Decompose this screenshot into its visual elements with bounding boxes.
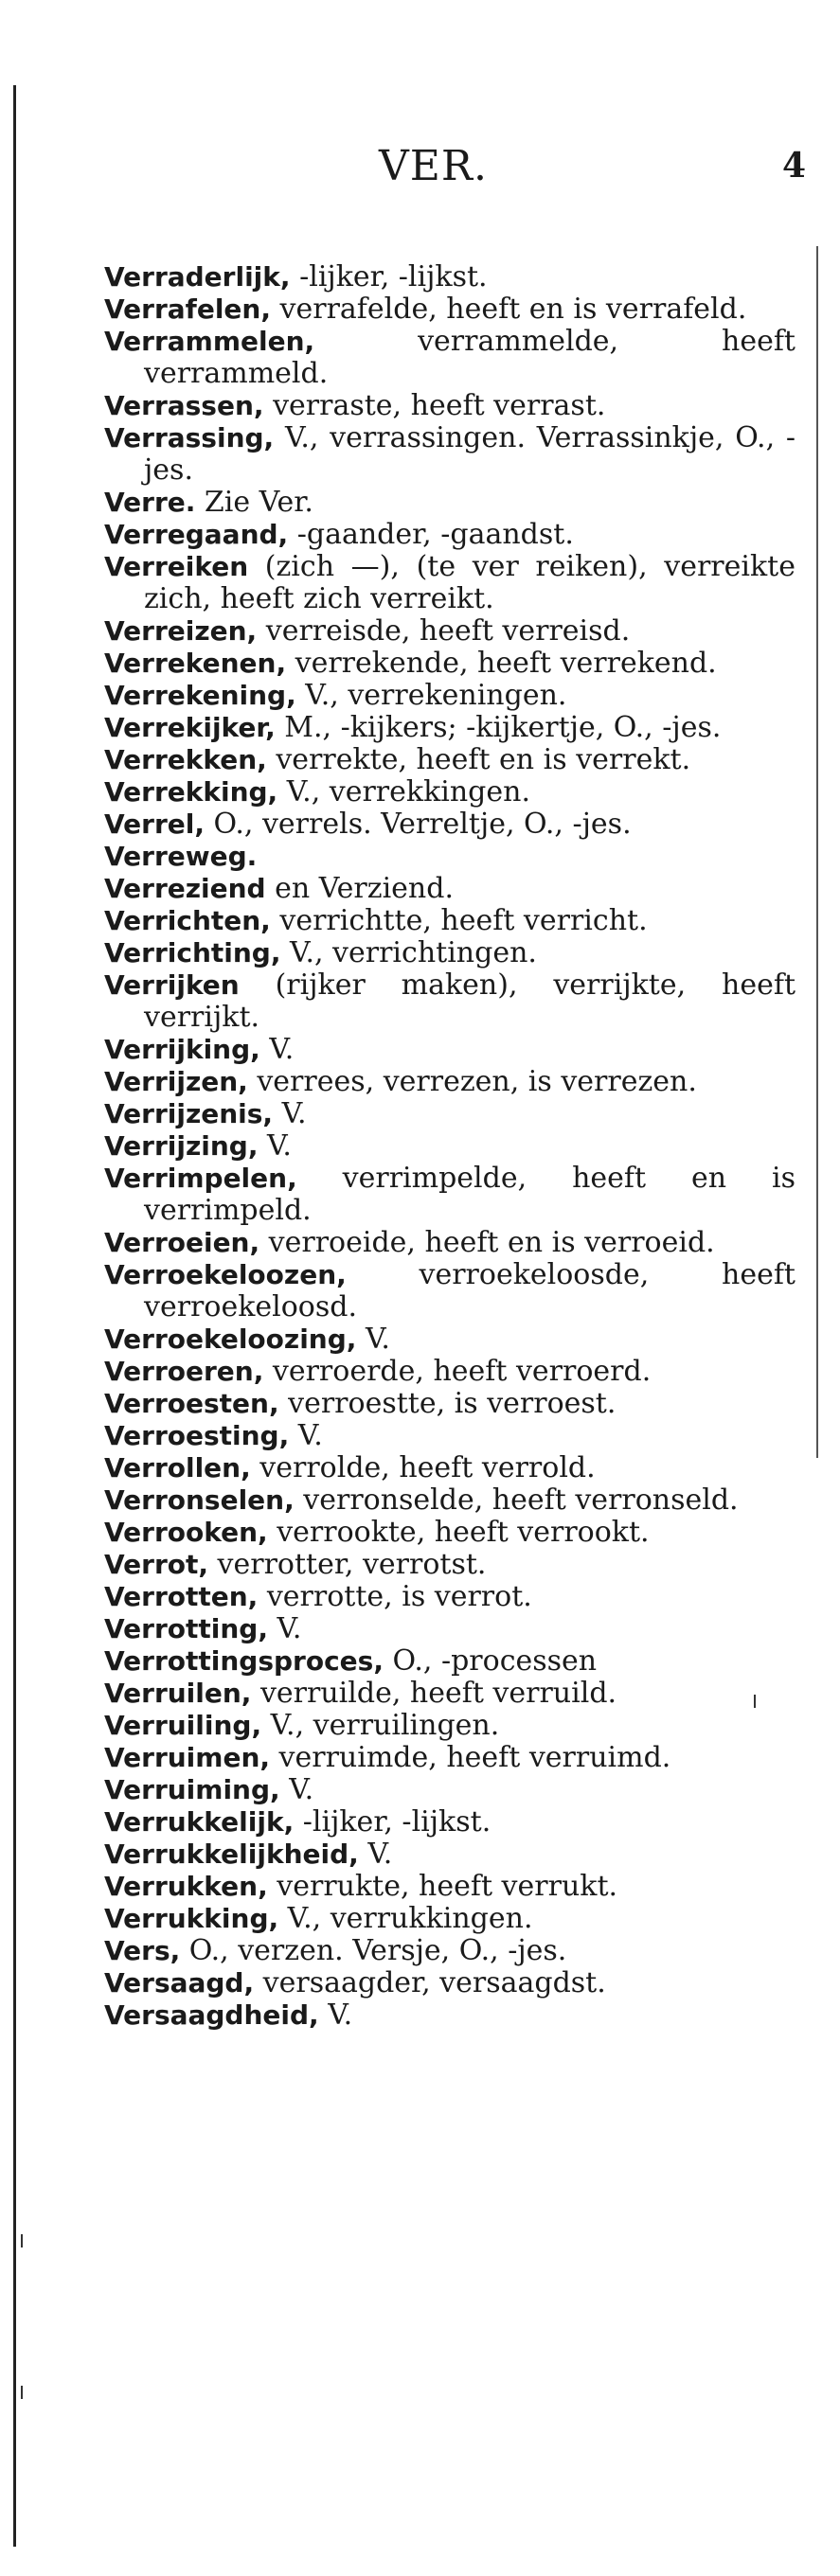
page-number: 4 — [782, 146, 807, 186]
entry-body: verrekte, heeft en is verrekt. — [266, 743, 691, 776]
dictionary-entry — [104, 1645, 795, 1678]
entry-body: verruimde, heeft verruimd. — [270, 1741, 671, 1774]
entry-body: -lijker, -lijkst. — [290, 260, 488, 293]
entry-headword: Verrukkelijkheid, — [104, 1839, 359, 1870]
entry-body: (zich —), (te ver reiken), verreikte zich, heeft zich verreikt. — [144, 550, 795, 615]
entry-headword: Verrammelen, — [104, 326, 315, 357]
entry-headword: Verroeien, — [104, 1227, 260, 1258]
dictionary-entry — [104, 744, 795, 776]
entry-body: verrookte, heeft verrookt. — [267, 1516, 650, 1549]
entry-headword: Vers, — [104, 1935, 181, 1966]
entry-body: Zie Ver. — [195, 486, 313, 519]
entry-headword: Verrijzing, — [104, 1130, 259, 1162]
entry-headword: Verroekeloozen, — [104, 1259, 347, 1290]
left-margin-rule — [13, 85, 16, 2547]
entry-headword: Versaagdheid, — [104, 1999, 319, 2031]
dictionary-entry — [104, 422, 795, 487]
entry-body: V. — [318, 1999, 353, 2032]
entry-headword: Verrukken, — [104, 1871, 268, 1902]
entry-body: V. — [258, 1129, 292, 1163]
entry-body: verrees, verrezen, is verrezen. — [247, 1065, 697, 1098]
entry-headword: Verrassing, — [104, 422, 275, 453]
entry-headword: Verruimen, — [104, 1742, 271, 1773]
dictionary-entry — [104, 808, 795, 841]
entry-body: V., verrassingen. Verrassinkje, O., -jes. — [144, 421, 795, 487]
dictionary-entry — [104, 1517, 795, 1549]
entry-headword: Verrukking, — [104, 1903, 279, 1934]
entry-headword: Verrijzenis, — [104, 1098, 274, 1129]
entry-body: M., -kijkers; -kijkertje, O., -jes. — [275, 711, 722, 744]
dictionary-entry — [104, 1774, 795, 1806]
entry-body: V. — [358, 1838, 393, 1871]
dictionary-entry — [104, 1324, 795, 1356]
entry-headword: Verrijking, — [104, 1034, 260, 1065]
entry-headword: Verrotting, — [104, 1613, 268, 1644]
entry-headword: Verrassen, — [104, 390, 264, 421]
dictionary-entry — [104, 1999, 795, 2032]
dictionary-entry — [104, 1098, 795, 1130]
entry-body: V. — [259, 1033, 295, 1066]
entry-body: -lijker, -lijkst. — [294, 1805, 491, 1839]
entry-headword: Verrukkelijk, — [104, 1806, 295, 1838]
entry-body: verroerde, heeft verroerd. — [263, 1355, 652, 1388]
running-head: VER. — [379, 142, 489, 190]
dictionary-entry — [104, 1806, 795, 1839]
entry-headword: Verrekijker, — [104, 712, 276, 743]
entry-body: verraste, heeft verrast. — [263, 389, 606, 422]
dictionary-entry — [104, 1871, 795, 1903]
dictionary-entry — [104, 1678, 795, 1710]
dictionary-entry — [104, 712, 795, 744]
dictionary-entry — [104, 1259, 795, 1324]
dictionary-entry — [104, 841, 795, 873]
entry-body: verronselde, heeft verronseld. — [294, 1483, 739, 1517]
entry-body: verrekende, heeft verrekend. — [286, 647, 717, 680]
entry-body: V., verrukkingen. — [278, 1902, 533, 1935]
dictionary-entry — [104, 261, 795, 293]
dictionary-entry — [104, 487, 795, 519]
entry-headword: Verrijzen, — [104, 1066, 248, 1097]
entry-body: O., -processen — [383, 1644, 598, 1678]
entry-body: verroekeloosde, heeft verroekeloosd. — [144, 1258, 795, 1324]
entry-headword: Verroesten, — [104, 1388, 279, 1419]
dictionary-entry — [104, 293, 795, 326]
entry-headword: Verrotten, — [104, 1581, 259, 1612]
entry-headword: Verrimpelen, — [104, 1163, 297, 1194]
entry-body: en Verziend. — [265, 872, 454, 905]
entry-body: -gaander, -gaandst. — [288, 518, 574, 551]
dictionary-entry — [104, 326, 795, 390]
entry-headword: Verrekening, — [104, 680, 296, 711]
entry-body: V., verruilingen. — [261, 1709, 500, 1742]
dictionary-entry — [104, 1452, 795, 1484]
entry-headword: Verrooken, — [104, 1517, 268, 1548]
entry-headword: Verrottingsproces, — [104, 1645, 384, 1677]
page-header — [0, 142, 840, 199]
entry-headword: Verraderlijk, — [104, 261, 291, 293]
entry-headword: Verrijken — [104, 969, 240, 1001]
entry-headword: Verroesting, — [104, 1420, 290, 1451]
dictionary-entry — [104, 615, 795, 648]
entry-headword: Verreweg. — [104, 841, 258, 872]
entry-body: V. — [289, 1419, 323, 1452]
entry-headword: Verre. — [104, 487, 196, 518]
entry-body: verroeide, heeft en is verroeid. — [259, 1226, 715, 1259]
dictionary-entry — [104, 873, 795, 905]
entry-body: verrolde, heeft verrold. — [250, 1451, 596, 1484]
entry-body: V. — [267, 1612, 302, 1645]
entry-body: verreisde, heeft verreisd. — [257, 614, 631, 648]
dictionary-entry — [104, 519, 795, 551]
entry-body: V., verrekeningen. — [295, 679, 567, 712]
dictionary-entry — [104, 1967, 795, 1999]
entry-headword: Verrollen, — [104, 1452, 251, 1483]
entry-body: verrotte, is verrot. — [258, 1580, 532, 1613]
entry-headword: Verruiming, — [104, 1774, 280, 1805]
right-margin-rule — [816, 246, 818, 1458]
entry-body: verrafelde, heeft en is verrafeld. — [270, 293, 747, 326]
dictionary-entry — [104, 551, 795, 615]
dictionary-entry — [104, 1903, 795, 1935]
entry-headword: Verrafelen, — [104, 293, 271, 325]
entry-headword: Verrichten, — [104, 905, 271, 936]
entry-body: (rijker maken), verrijkte, heeft verrijkt. — [144, 968, 795, 1034]
entry-list — [104, 261, 795, 2032]
dictionary-entry — [104, 1581, 795, 1613]
dictionary-entry — [104, 390, 795, 422]
entry-body: versaagder, versaagdst. — [254, 1966, 606, 1999]
entry-body: verrimpelde, heeft en is verrimpeld. — [144, 1162, 795, 1227]
entry-body: verroestte, is verroest. — [278, 1387, 617, 1420]
dictionary-entry — [104, 1935, 795, 1967]
entry-headword: Verreiken — [104, 551, 249, 582]
dictionary-entry — [104, 1066, 795, 1098]
entry-headword: Verrel, — [104, 808, 205, 840]
dictionary-entry — [104, 905, 795, 937]
entry-headword: Verroekeloozing, — [104, 1324, 357, 1355]
entry-headword: Verreziend — [104, 873, 266, 904]
entry-body: O., verrels. Verreltje, O., -jes. — [204, 808, 632, 841]
entry-headword: Verrekenen, — [104, 648, 287, 679]
entry-body: verrukte, heeft verrukt. — [267, 1870, 618, 1903]
entry-headword: Verroeren, — [104, 1356, 264, 1387]
dictionary-entry — [104, 969, 795, 1034]
dictionary-entry — [104, 680, 795, 712]
entry-body: V., verrichtingen. — [280, 936, 537, 969]
entry-headword: Verregaand, — [104, 519, 289, 550]
dictionary-entry — [104, 1227, 795, 1259]
entry-headword: Versaagd, — [104, 1967, 255, 1999]
dictionary-entry — [104, 1710, 795, 1742]
entry-headword: Verrekken, — [104, 744, 267, 775]
dictionary-entry — [104, 776, 795, 808]
entry-body: verruilde, heeft verruild. — [251, 1677, 617, 1710]
dictionary-entry — [104, 1742, 795, 1774]
entry-headword: Verrot, — [104, 1549, 209, 1580]
dictionary-entry — [104, 1130, 795, 1163]
dictionary-entry — [104, 1034, 795, 1066]
entry-body: verrotter, verrotst. — [208, 1548, 487, 1581]
entry-headword: Verruilen, — [104, 1678, 252, 1709]
dictionary-entry — [104, 648, 795, 680]
entry-body: verrammelde, heeft verrammeld. — [144, 325, 795, 390]
dictionary-entry — [104, 1484, 795, 1517]
entry-body: V. — [356, 1323, 390, 1356]
dictionary-entry — [104, 1613, 795, 1645]
entry-body: V., verrekkingen. — [277, 775, 530, 808]
entry-body: O., verzen. Versje, O., -jes. — [180, 1934, 567, 1967]
dictionary-entry — [104, 1420, 795, 1452]
print-fleck — [21, 2234, 23, 2247]
print-fleck — [21, 2386, 23, 2399]
entry-headword: Verronselen, — [104, 1484, 295, 1516]
entry-headword: Verruiling, — [104, 1710, 262, 1741]
dictionary-entry — [104, 937, 795, 969]
entry-headword: Verreizen, — [104, 615, 258, 647]
entry-body: V. — [279, 1773, 314, 1806]
entry-headword: Verrekking, — [104, 776, 278, 808]
entry-headword: Verrichting, — [104, 937, 281, 968]
dictionary-entry — [104, 1356, 795, 1388]
entry-body: verrichtte, heeft verricht. — [270, 904, 648, 937]
dictionary-entry — [104, 1388, 795, 1420]
dictionary-entry — [104, 1163, 795, 1227]
dictionary-entry — [104, 1549, 795, 1581]
entry-body: V. — [273, 1097, 307, 1130]
dictionary-entry — [104, 1839, 795, 1871]
